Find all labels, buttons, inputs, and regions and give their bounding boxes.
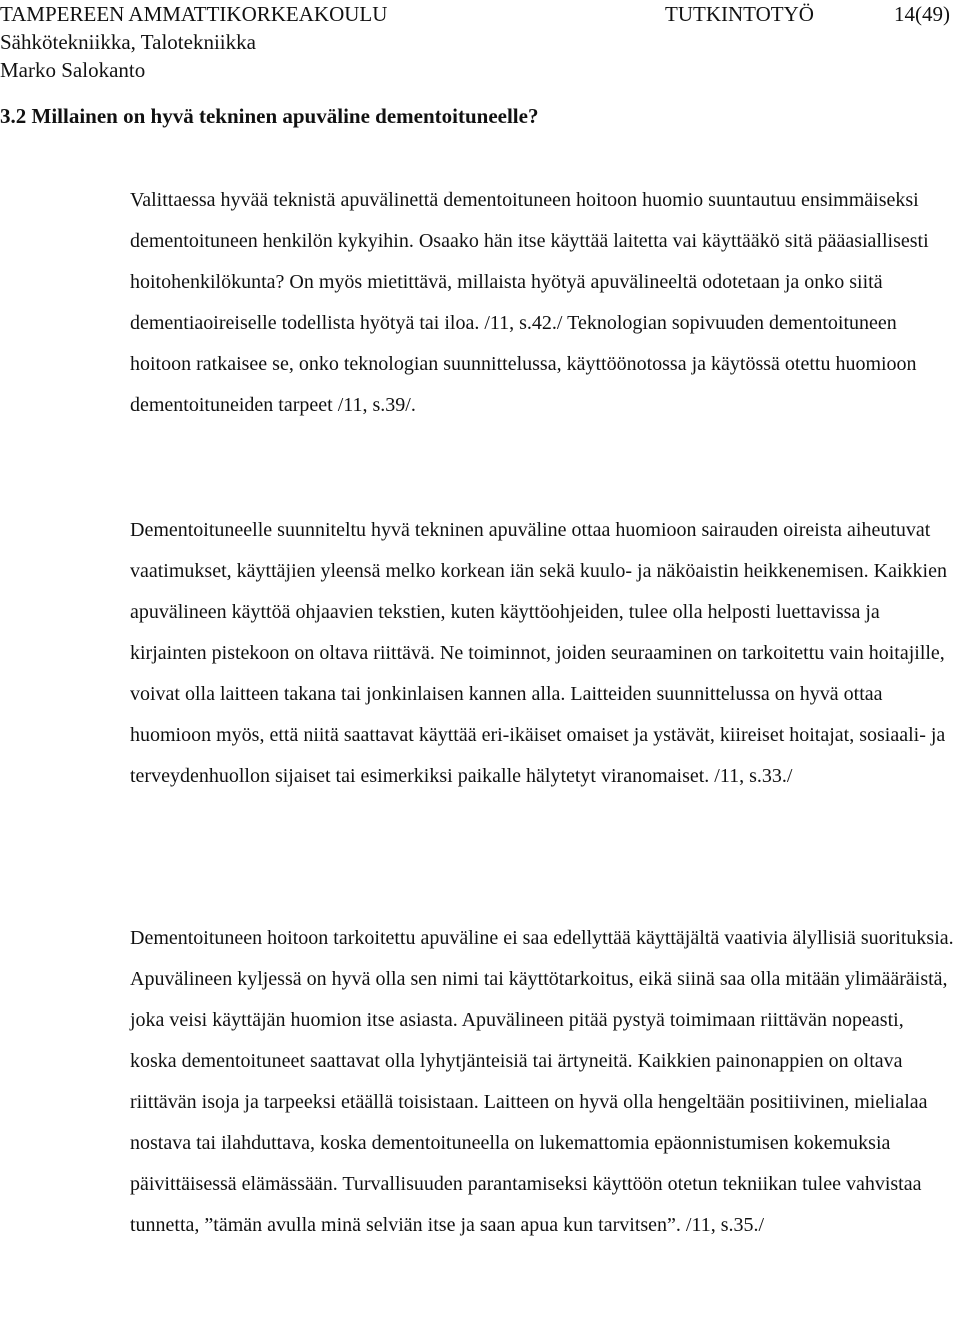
header-document-type: TUTKINTOTYÖ	[665, 2, 814, 26]
header-page-number: 14(49)	[894, 2, 950, 26]
header-author: Marko Salokanto	[0, 58, 146, 82]
header-department: Sähkötekniikka, Talotekniikka	[0, 30, 256, 54]
body-paragraph-3: Dementoituneen hoitoon tarkoitettu apuväline ei saa edellyttää käyttäjältä vaativia älyllisiä suorituksia. Apuvälineen kyljessä on hyvä olla sen nimi tai käyttötarkoitus, eikä siinä saa olla mitään ylimääräistä, joka veisi käyttäjän huomion itse asiasta. Apuvälineen pitää pystyä toimimaan riittävän nopeasti, koska dementoituneet saattavat olla lyhytjänteisiä tai ärtyneitä. Kaikkien painonappien on oltava riittävän isoja ja tarpeeksi etäällä toisistaan. Laitteen on hyvä olla hengeltään positiivinen, mielialaa nostava tai ilahduttava, koska dementoituneella on lukemattomia epäonnistumisen kokemuksia päivittäisessä elämässään. Turvallisuuden parantamiseksi käyttöön otetun tekniikan tulee vahvistaa tunnetta, ”tämän avulla minä selviän itse ja saan apua kun tarvitsen”. /11, s.35./	[130, 927, 954, 1236]
header-top-row	[0, 0, 960, 28]
header-organization: TAMPEREEN AMMATTIKORKEAKOULU	[0, 2, 388, 26]
section-heading: 3.2 Millainen on hyvä tekninen apuväline dementoituneelle?	[0, 104, 539, 128]
body-paragraph-1: Valittaessa hyvää teknistä apuvälinettä dementoituneen hoitoon huomio suuntautuu ensimmäiseksi dementoituneen henkilön kykyihin. Osaako hän itse käyttää laitetta vai käyttääkö sitä pääasiallisesti hoitohenkilökunta? On myös mietittävä, millaista hyötyä apuvälineeltä odotetaan ja onko siitä dementiaoireiselle todellista hyötyä tai iloa. /11, s.42./ Teknologian sopivuuden dementoituneen hoitoon ratkaisee se, onko teknologian suunnittelussa, käyttöönotossa ja käytössä otettu huomioon dementoituneiden tarpeet /11, s.39/.	[130, 189, 929, 416]
page-header	[0, 0, 960, 82]
body-paragraph-2: Dementoituneelle suunniteltu hyvä tekninen apuväline ottaa huomioon sairauden oireista aiheutuvat vaatimukset, käyttäjien yleensä melko korkean iän sekä kuulo- ja näköaistin heikkenemisen. Kaikkien apuvälineen käyttöä ohjaavien tekstien, kuten käyttöohjeiden, tulee olla helposti luettavissa ja kirjainten pistekoon on oltava riittävä. Ne toiminnot, joiden seuraaminen on tarkoitettu vain hoitajille, voivat olla laitteen takana tai jonkinlaisen kannen alla. Laitteiden suunnittelussa on hyvä ottaa huomioon myös, että niitä saattavat käyttää eri-ikäiset omaiset ja ystävät, kiireiset hoitajat, sosiaali- ja terveydenhuollon sijaiset tai esimerkiksi paikalle hälytetyt viranomaiset. /11, s.33./	[130, 519, 947, 787]
